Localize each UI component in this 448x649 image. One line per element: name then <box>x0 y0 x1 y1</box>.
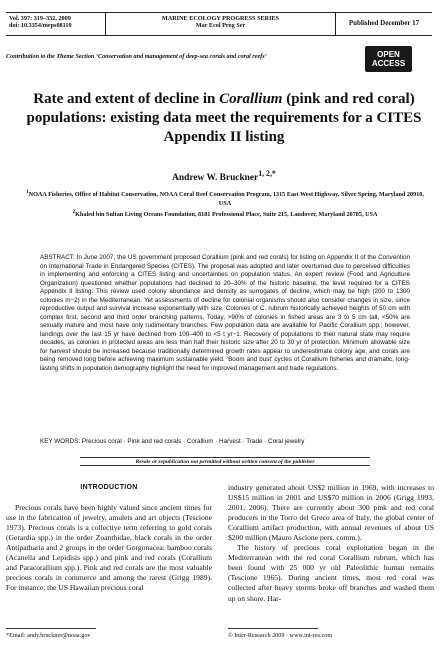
intro-paragraph-2: The history of precious coral exploitation began in the Mediterranean with the red coral Corallium rubrum, which has been found with 25 000 yr old Paleolithic human remains (Tescione 1965). During ancient times, most red coral was collected after heavy storms broke off branches and washed them up on shore. Har- <box>228 543 434 603</box>
author-name: Andrew W. Bruckner <box>172 173 259 184</box>
body-column-left <box>6 483 212 593</box>
volume: Vol. 397: 319–332, 2009 <box>9 15 71 22</box>
intro-paragraph-1: Precious corals have been highly valued since ancient times for use in the fabrication of jewelry, amulets and art objects (Tescione 1973). Precious corals is a collective term referring to gold corals (Gerardia spp.) in the order Zoanthidae, black corals in the order Antipatharia and 2 groups in the order Gorgonacea: bamboo corals (Acanella and Lepidisis spp.) and pink and red corals (Corallium and Paracorallium spp.). Pink and red corals are the most valuable precious corals in commerce and among the rarest (Grigg 1989). For instance, the US Hawaiian precious coral <box>6 503 212 593</box>
footer-divider-right <box>228 628 318 629</box>
volume-info <box>6 13 106 35</box>
body-column-right <box>228 483 434 604</box>
journal-header <box>6 12 432 36</box>
affiliation-2-number: 2 <box>72 209 76 215</box>
corresponding-email: *Email: andy.bruckner@noaa.gov <box>6 632 91 639</box>
theme-contribution: Contribution to the Theme Section ‘Conservation and management of deep-sea corals and coral reefs’ <box>6 53 267 60</box>
open-access-line1: OPEN <box>377 50 400 59</box>
open-access-logo <box>365 46 412 72</box>
resale-divider <box>80 465 370 466</box>
affiliation-2-text: Khaled bin Sultan Living Oceans Foundation, 8181 Professional Place, Suite 215, Landover, Maryland 20785, USA <box>75 211 378 219</box>
keywords: KEY WORDS: Precious coral · Pink and red corals · Corallium · Harvest · Trade · Coral jewelry <box>40 438 305 445</box>
journal-short: Mar Ecol Prog Ser <box>195 22 246 30</box>
abstract: ABSTRACT: In June 2007, the US government proposed Corallium (pink and red corals) for listing on Appendix II of the Convention on International Trade in Endangered Species (CITES). The proposal was adopted and later overturned due to perceived difficulties in implementing and enforcing a CITES listing and uncertainties on population status. An expert review (Food and Agriculture Organization) questioned whether populations had declined to 20–30% of the historic baseline, the level required for a CITES Appendix II listing. This review used colony abundance and density as surrogates of decline, which may be high (200 to 1300 colonies m−2) in the Mediterranean. Yet assessments of decline for colonial organisms should also consider changes in size, since reproductive output and survival increase exponentially with size. Colonies of C. rubrum historically achieved heights of 50 cm with complex first, second and third order branching patterns. Today, >90% of colonies in fished areas are 3 to 5 cm tall, <50% are sexually mature and most have only rudimentary branches. Few population data are available for Pacific Corallium spp.; however, landings over the last 15 yr have declined from 100–400 to <5 t yr−1. Recovery of populations to their natural state may require decades, as colonies in protected areas are less than half their historic size after 20 to 30 yr of protection. Minimum allowable size for harvest should be increased because traditionally determined growth rates appear to underestimate colony age, and corals are being removed long before achieving maximum sustainable yield. ‘Boom and bust’ cycles of Corallium fisheries and dramatic, long-lasting shifts in population demography highlight the need for improved management and trade regulations. <box>40 254 410 372</box>
footer-divider-left <box>6 628 96 629</box>
journal-name <box>106 13 336 35</box>
affiliation-1 <box>20 188 430 208</box>
affiliation-1-text: NOAA Fisheries, Office of Habitat Conservation, NOAA Coral Reef Conservation Program, 1315 East West Highway, Silver Spring, Maryland 20910, USA <box>28 191 424 207</box>
intro-heading: INTRODUCTION <box>80 484 138 491</box>
affiliation-2 <box>20 208 430 220</box>
intro-paragraph-1-cont: industry generated about US$2 million in 1969, with increases to US$15 million in 2001 and US$70 million in 2006 (Grigg 1993, 2001, 2006). There are currently about 300 pink and red coral producers in the Torro del Greco area of Italy, the global center of Corallium artifact production, with annual revenues of about US $200 million (Mauro Ascione pers. comm.). <box>228 483 434 543</box>
author <box>6 169 442 183</box>
open-access-line2: ACCESS <box>371 59 406 68</box>
title-part2: (pink and red coral) populations: existing data meet the requirements for a CITES Appendix II listing <box>26 91 422 145</box>
title-part1: Rate and extent of decline in <box>33 91 220 107</box>
affiliation-1-number: 1 <box>26 189 29 195</box>
resale-notice: Resale or republication not permitted without written consent of the publisher <box>80 457 370 465</box>
journal-title: MARINE ECOLOGY PROGRESS SERIES <box>161 15 280 22</box>
article-title <box>16 90 432 147</box>
published-date: Published December 17 <box>348 19 420 28</box>
author-asterisk: * <box>271 169 276 178</box>
author-affiliation-marks: 1, 2, <box>258 169 272 178</box>
title-genus: Corallium <box>219 91 283 107</box>
doi: doi: 10.3354/meps08110 <box>9 22 72 30</box>
copyright: © Inter-Research 2009 · www.int-res.com <box>228 632 333 639</box>
